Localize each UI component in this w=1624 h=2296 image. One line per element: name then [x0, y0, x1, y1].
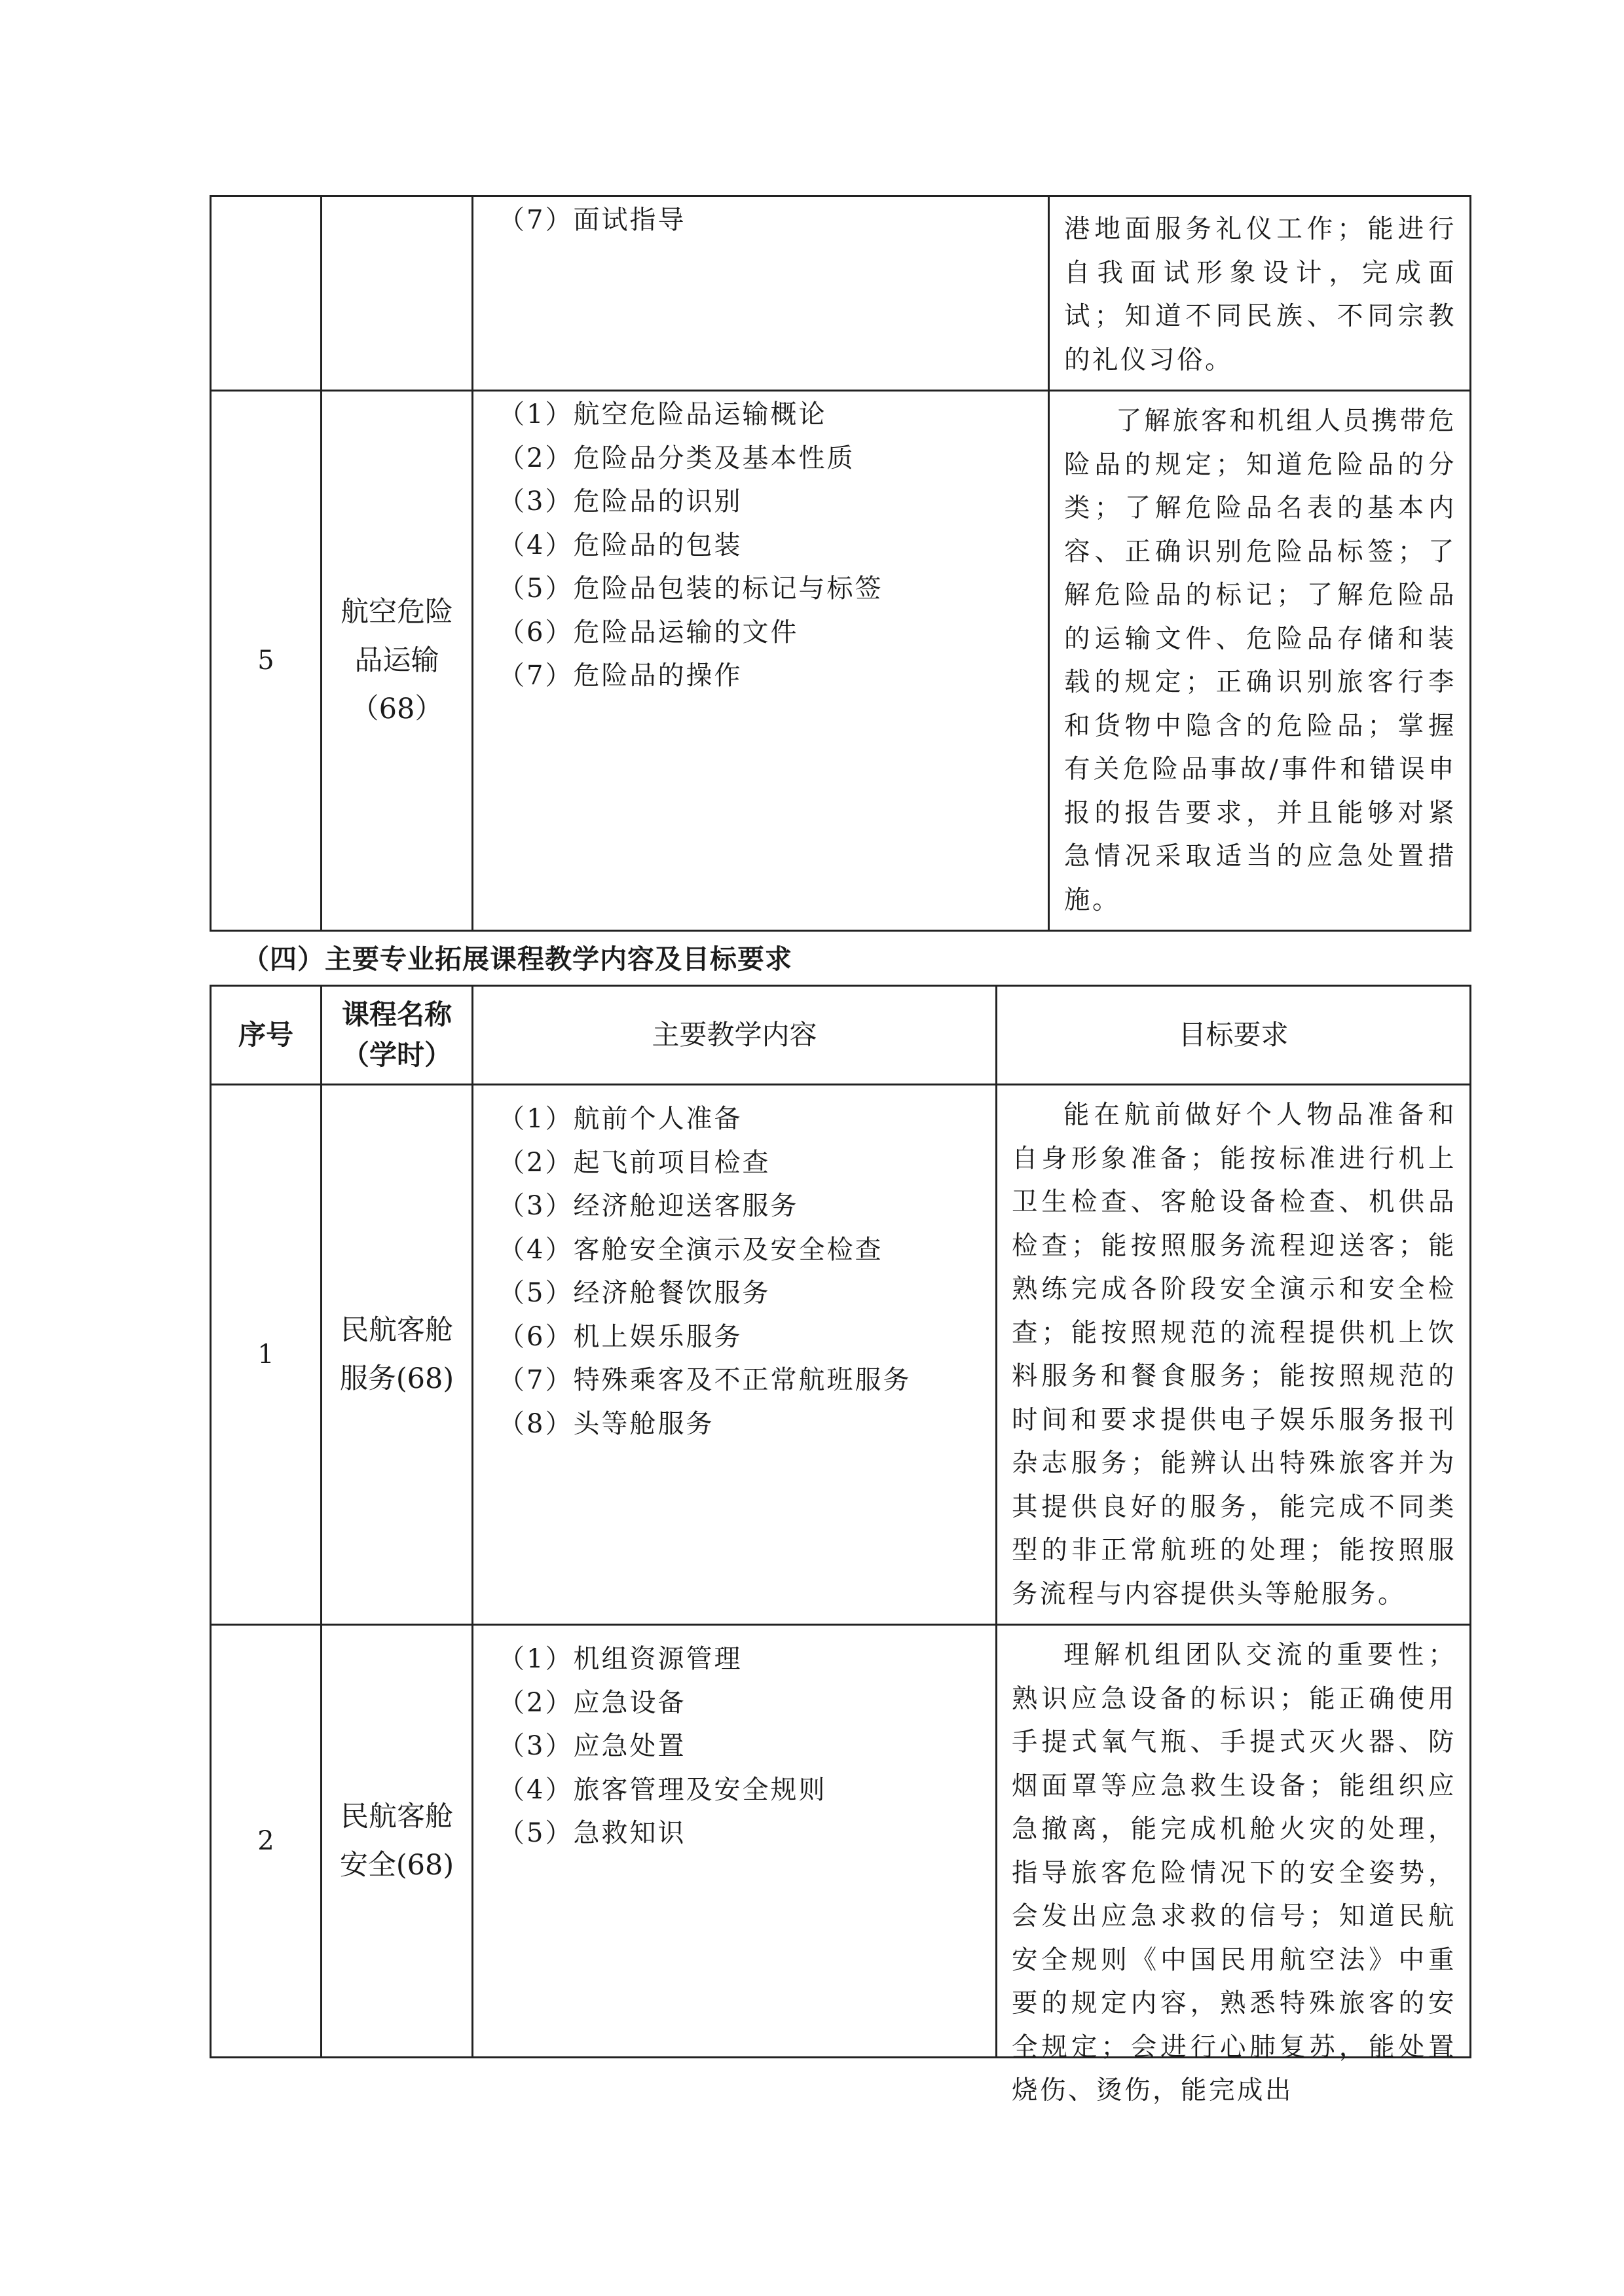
header-course-name	[322, 986, 473, 1085]
content-item: （2）起飞前项目检查	[498, 1147, 771, 1178]
content-item: （1）航前个人准备	[498, 1104, 743, 1134]
content-item: （2）危险品分类及基本性质	[498, 443, 855, 473]
course-name	[322, 1085, 473, 1625]
content-item: （7）面试指导	[498, 205, 686, 235]
content-item: （8）头等舱服务	[498, 1408, 714, 1439]
course-name-line: 服务(68)	[339, 1362, 454, 1395]
table-row	[211, 196, 1471, 391]
table-row	[211, 1625, 1471, 2058]
header-course-name-line: 课程名称	[341, 998, 452, 1030]
course-hours: （68）	[350, 693, 443, 725]
row-number: 2	[211, 1625, 322, 2058]
content-item: （1）机组资源管理	[498, 1644, 743, 1674]
header-course-hours: （学时）	[341, 1039, 452, 1071]
teaching-content	[473, 391, 1049, 931]
teaching-content	[473, 1085, 997, 1625]
table-header-row	[211, 986, 1471, 1085]
row-number: 1	[211, 1085, 322, 1625]
goal-requirements	[997, 1625, 1471, 2105]
course-name	[322, 1625, 473, 2058]
goal-requirements: 了解旅客和机组人员携带危险品的规定；知道危险品的分类；了解危险品名表的基本内容、正确识别危险品标签；了解危险品的标记；了解危险品的运输文件、危险品存储和装载的规定；正确识别旅客行李和货物中隐含的危险品；掌握有关危险品事故/事件和错误申报的报告要求，并且能够对紧急情况采取适当的应急处置措施。	[1049, 391, 1471, 931]
section-heading: （四）主要专业拓展课程教学内容及目标要求	[242, 943, 792, 975]
header-goal: 目标要求	[997, 986, 1471, 1085]
content-item: （7）危险品的操作	[498, 661, 743, 691]
goal-requirements: 港地面服务礼仪工作；能进行自我面试形象设计，完成面试；知道不同民族、不同宗教的礼仪习俗。	[1049, 196, 1471, 391]
table-row	[211, 1085, 1471, 1625]
content-item: （6）机上娱乐服务	[498, 1321, 743, 1352]
content-item: （6）危险品运输的文件	[498, 617, 799, 647]
content-item: （5）经济舱餐饮服务	[498, 1278, 771, 1308]
content-item: （3）危险品的识别	[498, 486, 743, 517]
course-name-line: 民航客舱	[341, 1314, 453, 1347]
header-content: 主要教学内容	[473, 986, 997, 1085]
content-item: （4）客舱安全演示及安全检查	[498, 1234, 883, 1265]
content-item: （5）急救知识	[498, 1818, 686, 1848]
goal-requirements: 能在航前做好个人物品准备和自身形象准备；能按标准进行机上卫生检查、客舱设备检查、机供品检查；能按照服务流程迎送客；能熟练完成各阶段安全演示和安全检查；能按照规范的流程提供机上饮料服务和餐食服务；能按照规范的时间和要求提供电子娱乐服务报刊杂志服务；能辨认出特殊旅客并为其提供良好的服务，能完成不同类型的非正常航班的处理；能按照服务流程与内容提供头等舱服务。	[997, 1085, 1471, 1625]
content-item: （4）危险品的包装	[498, 530, 743, 560]
content-item: （4）旅客管理及安全规则	[498, 1774, 827, 1805]
content-item: （3）应急处置	[498, 1731, 686, 1761]
extension-course-table	[210, 985, 1471, 2105]
course-name-line: 航空危险	[341, 596, 453, 629]
course-table-continued	[210, 195, 1471, 932]
teaching-content	[473, 196, 1049, 391]
course-name-line: 民航客舱	[341, 1800, 453, 1833]
course-name	[322, 391, 473, 931]
course-name	[322, 196, 473, 391]
goal-text: 理解机组团队交流的重要性；熟识应急设备的标识；能正确使用手提式氧气瓶、手提式灭火器、防烟面罩等应急救生设备；能组织应急撤离，能完成机舱火灾的处理，指导旅客危险情况下的安全姿势，会发出应急求救的信号；知道民航安全规则《中国民用航空法》中重要的规定内容，熟悉特殊旅客的安全规定；会进行心肺复苏，能处置烧伤、烫伤，能完成出	[1012, 1640, 1456, 2105]
table-row	[211, 391, 1471, 931]
row-number	[211, 196, 322, 391]
content-item: （1）航空危险品运输概论	[498, 399, 827, 429]
teaching-content	[473, 1625, 997, 2058]
course-name-line: 品运输	[354, 644, 439, 677]
content-item: （5）危险品包装的标记与标签	[498, 574, 883, 604]
content-item: （3）经济舱迎送客服务	[498, 1191, 799, 1221]
content-item: （2）应急设备	[498, 1687, 686, 1718]
course-name-line: 安全(68)	[339, 1849, 454, 1882]
content-item: （7）特殊乘客及不正常航班服务	[498, 1365, 912, 1395]
row-number: 5	[211, 391, 322, 931]
header-number: 序号	[211, 986, 322, 1085]
